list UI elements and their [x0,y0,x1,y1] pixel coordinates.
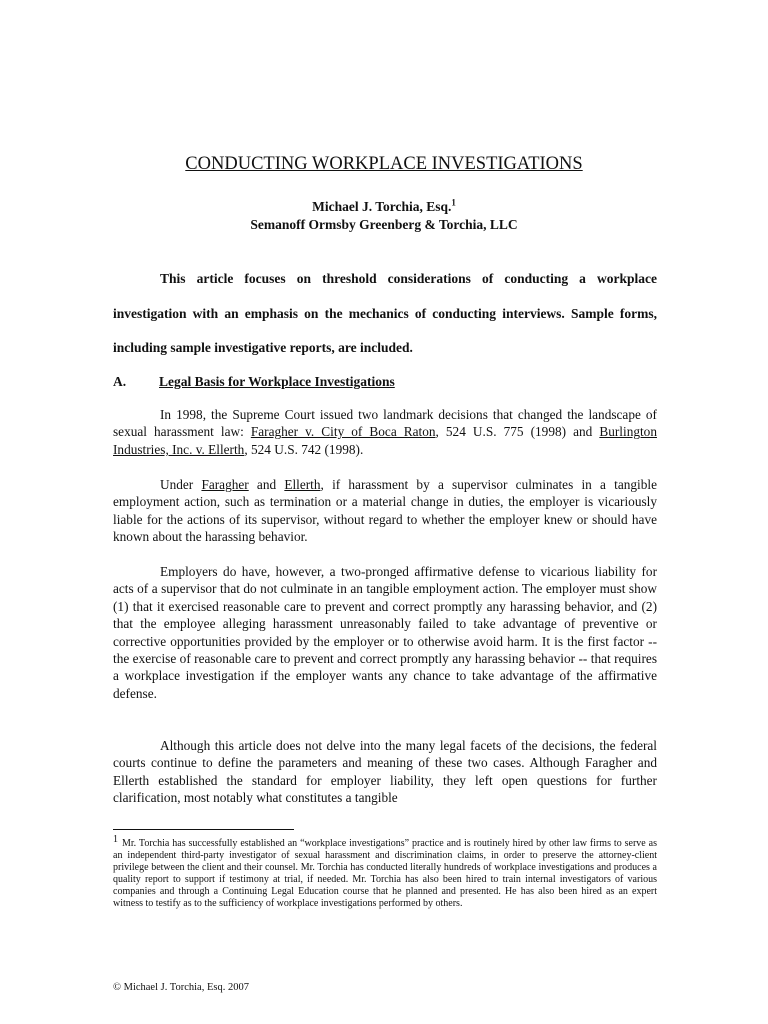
footnote-number: 1 [113,833,118,845]
paragraph-1 [113,406,657,458]
p1-text-a: In 1998, the Supreme Court issued two landmark decisions that changed the landscape of sexual harassment law: [113,407,657,440]
section-heading [113,373,395,391]
case-citation-faragher: Faragher v. City of Boca Raton [250,424,436,440]
firm-name: Semanoff Ormsby Greenberg & Torchia, LLC [250,217,518,232]
p2-text-b: and [248,477,285,492]
p2-text-c: , if harassment by a supervisor culminates in a tangible employment action, such as termination or a material change in duties, the employer is vicariously liable for the actions of its supervisor, without regard to whether the employer knew or should have known about the harassing behavior. [113,477,657,545]
document-title: CONDUCTING WORKPLACE INVESTIGATIONS [185,154,583,174]
abstract: This article focuses on threshold considerations of conducting a workplace investigation with an emphasis on the mechanics of conducting interviews. Sample forms, including sample investigative reports, are included. [113,271,657,355]
footnote [113,833,657,911]
p2-text-a: Under [160,477,202,492]
paragraph-4: Although this article does not delve into the many legal facets of the decisions, the federal courts continue to define the parameters and meaning of these two cases. Although Faragher and Ellerth established the standard for employer liability, they left open questions for further clarification, most notably what constitutes a tangible [113,738,657,806]
footnote-separator [113,829,294,830]
paragraph-2 [113,476,657,546]
section-letter: A. [113,374,127,389]
p1-text-b: , 524 U.S. 775 (1998) and [435,424,600,440]
footnote-reference[interactable]: 1 [451,197,456,208]
p1-text-c: , 524 U.S. 742 (1998). [244,441,364,457]
author-line [0,198,768,216]
copyright-notice: © Michael J. Torchia, Esq. 2007 [113,982,249,993]
author-name: Michael J. Torchia, Esq. [312,199,452,214]
case-name-ellerth: Ellerth [284,477,321,492]
paragraph-3: Employers do have, however, a two-pronged affirmative defense to vicarious liability for acts of a supervisor that do not culminate in an tangible employment action. The employer must show (1) that it exercised reasonable care to prevent and correct promptly any harassing behavior, and (2) that the employee alleging harassment unreasonably failed to take advantage of preventive or corrective opportunities provided by the employer or to otherwise avoid harm. It is the first factor -- the exercise of reasonable care to prevent and correct promptly any harassing behavior -- that requires a workplace investigation if the employer wants any chance to take advantage of the affirmative defense. [113,564,657,701]
case-citation-ellerth: Burlington Industries, Inc. v. Ellerth [113,424,657,457]
section-title: Legal Basis for Workplace Investigations [159,374,395,389]
footnote-text: Mr. Torchia has successfully established an “workplace investigations” practice and is routinely hired by other law firms to serve as an independent third-party investigator of sexual harassment and discrimination claims, in order to preserve the attorney-client privilege between the client and their counsel. Mr. Torchia has conducted literally hundreds of workplace investigations and produces a quality report to support if testimony at trial, if needed. Mr. Torchia has also been hired to train internal investigators of various companies and through a Continuing Legal Education course that he planned and presented. He has also been hired as an expert witness to testify as to the sufficiency of workplace investigations performed by others. [113,838,657,910]
case-name-faragher: Faragher [201,477,249,492]
